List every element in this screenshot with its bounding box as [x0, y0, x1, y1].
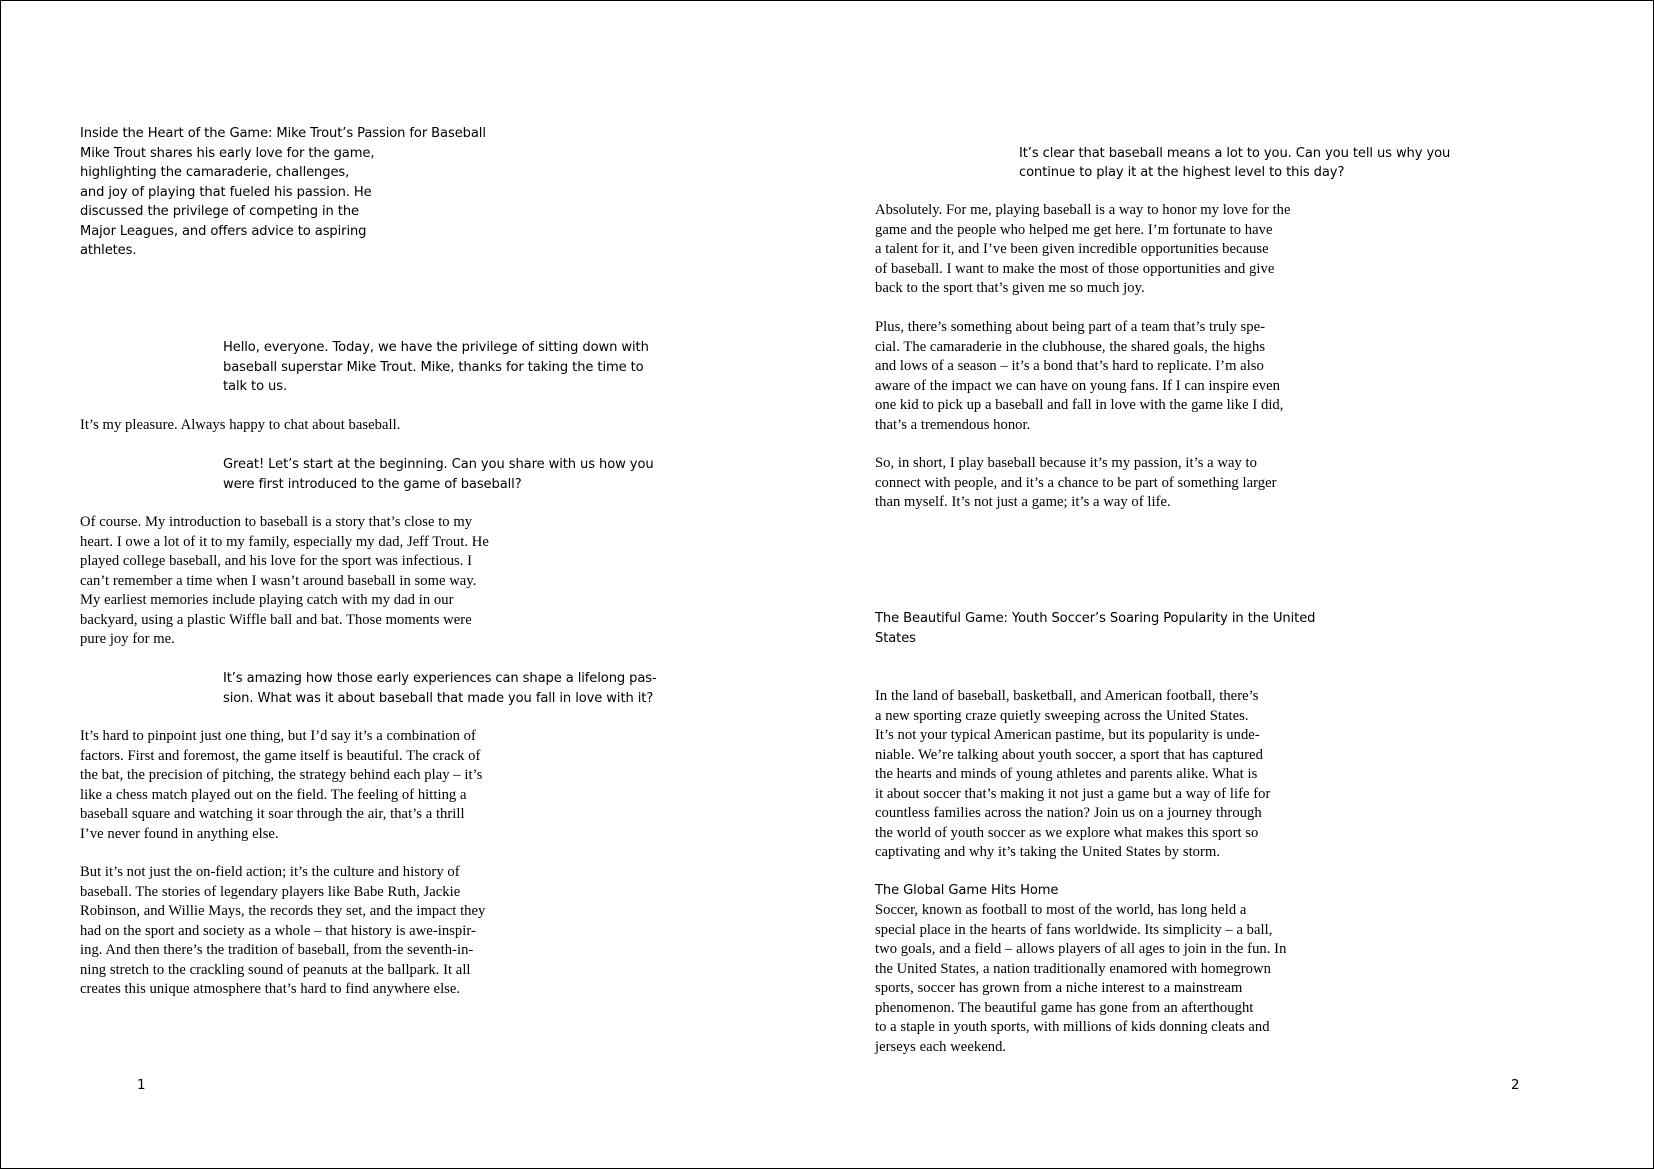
text-line: back to the sport that’s given me so much joy.	[875, 280, 1145, 296]
text-line: captivating and why it’s taking the United States by storm.	[875, 844, 1221, 860]
article-title	[875, 609, 1315, 648]
text-line: to a staple in youth sports, with millions of kids donning cleats and	[875, 1019, 1270, 1035]
text-line: But it’s not just the on-field action; it’s the culture and history of	[80, 864, 460, 880]
text-line: States	[875, 630, 916, 646]
text-line: ning stretch to the crackling sound of peanuts at the ballpark. It all	[80, 961, 471, 978]
text-line: factors. First and foremost, the game itself is beautiful. The crack of	[80, 747, 481, 764]
text-line: cial. The camaraderie in the clubhouse, the shared goals, the highs	[875, 338, 1266, 355]
text-line: can’t remember a time when I wasn’t around baseball in some way.	[80, 572, 477, 589]
text-line: phenomenon. The beautiful game has gone from an afterthought	[875, 999, 1254, 1016]
text-line: had on the sport and society as a whole – that history is awe-inspir-	[80, 922, 476, 939]
text-line: it about soccer that’s making it not just a game but a way of life for	[875, 785, 1271, 802]
text-line: a talent for it, and I’ve been given incredible opportunities because	[875, 241, 1269, 257]
text-line: highlighting the camaraderie, challenges,	[80, 165, 350, 180]
text-line: athletes.	[80, 243, 137, 258]
text-line: Robinson, and Willie Mays, the records they set, and the impact they	[80, 903, 486, 919]
text-line: niable. We’re talking about youth soccer, a sport that has captured	[875, 746, 1263, 763]
text-line: Absolutely. For me, playing baseball is a way to honor my love for the	[875, 202, 1291, 218]
text-line: It’s amazing how those early experiences can shape a lifelong pas-	[223, 671, 657, 686]
text-line: sion. What was it about baseball that made you fall in love with it?	[223, 690, 654, 706]
text-line: the hearts and minds of young athletes and parents alike. What is	[875, 766, 1258, 782]
text-line: aware of the impact we can have on young fans. If I can inspire even	[875, 377, 1280, 394]
text-line: baseball superstar Mike Trout. Mike, thanks for taking the time to	[223, 359, 644, 375]
article-intro	[875, 687, 1270, 863]
text-line: one kid to pick up a baseball and fall in love with the game like I did,	[875, 397, 1284, 413]
text-line: I’ve never found in anything else.	[80, 825, 279, 842]
text-line: that’s a tremendous honor.	[875, 416, 1031, 433]
article-body	[875, 901, 1286, 1057]
text-line: were first introduced to the game of baseball?	[223, 476, 522, 492]
right-page	[827, 1, 1653, 1168]
left-page	[1, 1, 827, 1168]
text-line: pure joy for me.	[80, 631, 175, 647]
text-line: of baseball. I want to make the most of those opportunities and give	[875, 260, 1275, 277]
text-line: Soccer, known as football to most of the world, has long held a	[875, 902, 1247, 918]
text-line: It’s clear that baseball means a lot to you. Can you tell us why you	[1019, 145, 1451, 161]
interviewee-answer	[875, 318, 1283, 435]
text-line: So, in short, I play baseball because it’s my passion, it’s a way to	[875, 455, 1257, 471]
text-line: It’s hard to pinpoint just one thing, but I’d say it’s a combination of	[80, 728, 476, 744]
interviewer-question	[223, 669, 657, 708]
interviewee-answer	[875, 201, 1291, 299]
text-line: and joy of playing that fueled his passion. He	[80, 184, 372, 200]
text-line: ing. And then there’s the tradition of baseball, from the seventh-in-	[80, 942, 474, 958]
interviewee-answer	[80, 416, 400, 436]
text-line: The Beautiful Game: Youth Soccer’s Soaring Popularity in the United	[875, 611, 1316, 626]
text-line: special place in the hearts of fans worldwide. Its simplicity – a ball,	[875, 921, 1273, 938]
text-line: Great! Let’s start at the beginning. Can you share with us how you	[223, 457, 654, 472]
interviewee-answer	[80, 727, 482, 844]
text-line: played college baseball, and his love for the sport was infectious. I	[80, 553, 473, 569]
text-line: talk to us.	[223, 379, 288, 394]
text-line: the world of youth soccer as we explore what makes this sport so	[875, 824, 1259, 841]
text-line: creates this unique atmosphere that’s hard to find anywhere else.	[80, 981, 461, 997]
text-line: Major Leagues, and offers advice to aspiring	[80, 223, 367, 239]
text-line: the United States, a nation traditionally enamored with homegrown	[875, 960, 1271, 977]
text-line: jerseys each weekend.	[875, 1038, 1007, 1055]
text-line: Plus, there’s something about being part of a team that’s truly spe-	[875, 319, 1266, 335]
text-line: like a chess match played out on the field. The feeling of hitting a	[80, 786, 467, 803]
text-line: and lows of a season – it’s a bond that’s hard to replicate. I’m also	[875, 358, 1264, 374]
text-line: two goals, and a field – allows players of all ages to join in the fun. In	[875, 941, 1287, 957]
text-line: continue to play it at the highest level to this day?	[1019, 165, 1345, 180]
text-line: heart. I owe a lot of it to my family, especially my dad, Jeff Trout. He	[80, 533, 489, 550]
text-line: It’s not your typical American pastime, but its popularity is unde-	[875, 727, 1260, 743]
text-line: Mike Trout shares his early love for the game,	[80, 145, 375, 161]
interviewer-question	[223, 338, 649, 397]
text-line: My earliest memories include playing catch with my dad in our	[80, 592, 454, 608]
interviewee-answer	[875, 454, 1277, 513]
page-number: 2	[1511, 1077, 1520, 1093]
text-line: game and the people who helped me get here. I’m fortunate to have	[875, 221, 1273, 238]
text-line: In the land of baseball, basketball, and American football, there’s	[875, 688, 1259, 704]
text-line: It’s my pleasure. Always happy to chat about baseball.	[80, 417, 401, 433]
interviewee-answer	[80, 863, 485, 1000]
text-line: Of course. My introduction to baseball is a story that’s close to my	[80, 514, 473, 530]
interviewer-question	[223, 455, 654, 494]
text-line: baseball square and watching it soar through the air, that’s a thrill	[80, 806, 465, 822]
text-line: connect with people, and it’s a chance to be part of something larger	[875, 474, 1277, 491]
section-subheading: The Global Game Hits Home	[875, 883, 1059, 898]
text-line: the bat, the precision of pitching, the strategy behind each play – it’s	[80, 767, 483, 783]
text-line: Hello, everyone. Today, we have the privilege of sitting down with	[223, 340, 649, 355]
text-line: a new sporting craze quietly sweeping across the United States.	[875, 707, 1249, 724]
text-line: sports, soccer has grown from a niche interest to a mainstream	[875, 980, 1243, 996]
text-line: discussed the privilege of competing in the	[80, 204, 359, 219]
text-line: countless families across the nation? Join us on a journey through	[875, 805, 1262, 821]
intro-summary	[80, 144, 374, 261]
interviewee-answer	[80, 513, 489, 650]
text-line: baseball. The stories of legendary players like Babe Ruth, Jackie	[80, 883, 461, 900]
interviewer-question	[1019, 144, 1450, 183]
text-line: than myself. It’s not just a game; it’s a way of life.	[875, 494, 1171, 510]
article-title: Inside the Heart of the Game: Mike Trout’s Passion for Baseball	[80, 126, 486, 141]
page-number: 1	[137, 1077, 146, 1093]
text-line: backyard, using a plastic Wiffle ball and bat. Those moments were	[80, 611, 472, 628]
